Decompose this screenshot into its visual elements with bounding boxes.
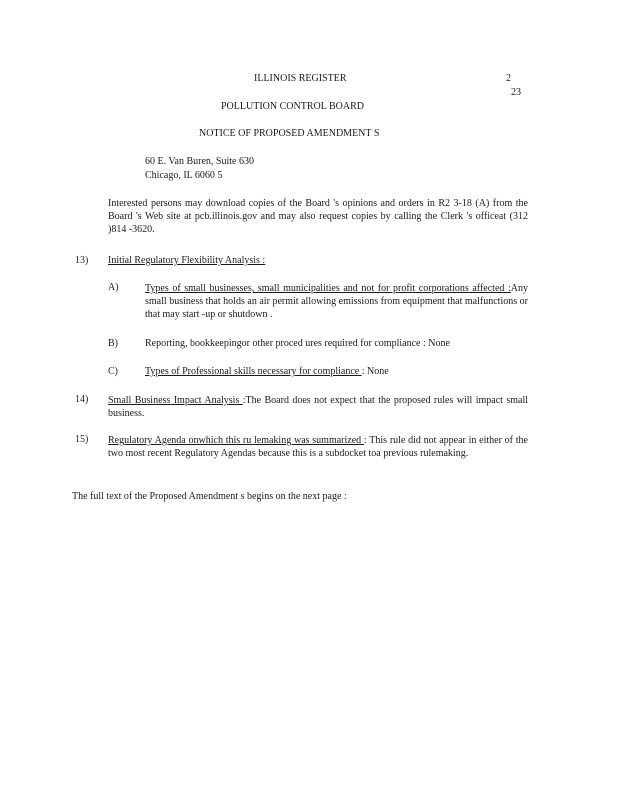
section-15-rest: : This rule did not appear in either of the two most recent Regulatory Agendas because this is a subdocket toa previous rulemaking. (108, 435, 528, 459)
item-b-text: Reporting, bookkeepingor other proced ures required for compliance : None (145, 338, 450, 349)
section-13-number: 13) (75, 255, 89, 266)
section-15-number: 15) (75, 434, 89, 445)
item-a-rest: Any small business that holds an air permit allowing emissions from equipment that malfunctions or that may start -up or shutdown . (145, 283, 528, 320)
section-14-rest: :The Board does not expect that the proposed rules will impact small business. (108, 395, 529, 419)
agency-name: POLLUTION CONTROL BOARD (221, 101, 364, 112)
address-line-2: Chicago, IL 6060 5 (145, 170, 223, 181)
page-number-continued: 23 (511, 87, 521, 98)
item-c-rest: : None (361, 366, 389, 377)
section-14-underlined: Small Business Impact Analysis (108, 395, 243, 406)
item-c-text (145, 366, 389, 377)
intro-paragraph: Interested persons may download copies of the Board 's opinions and orders in R2 3-18 (A) from the Board 's Web site at pcb.illinois.gov and may also request copies by calling the Clerk 's officeat (312 )814 -3620. (108, 198, 528, 235)
section-14-number: 14) (75, 394, 89, 405)
section-15-text (108, 434, 528, 460)
item-c-underlined: Types of Professional skills necessary for compliance (145, 366, 362, 377)
address-line-1: 60 E. Van Buren, Suite 630 (145, 156, 254, 167)
section-13-heading: Initial Regulatory Flexibility Analysis : (108, 255, 266, 266)
closing-line: The full text of the Proposed Amendment s begins on the next page : (72, 491, 347, 502)
page-number: 2 (506, 73, 511, 84)
notice-heading: NOTICE OF PROPOSED AMENDMENT S (199, 128, 380, 139)
item-c-label: C) (108, 366, 118, 377)
item-a-label: A) (108, 282, 119, 293)
item-a-underlined: Types of small businesses, small municipalities and not for profit corporations affected : (145, 283, 511, 294)
item-b-label: B) (108, 338, 118, 349)
register-title: ILLINOIS REGISTER (254, 73, 347, 84)
item-a-text (145, 282, 528, 321)
section-15-underlined: Regulatory Agenda onwhich this ru lemaking was summarized (108, 435, 364, 446)
section-14-text (108, 394, 528, 420)
